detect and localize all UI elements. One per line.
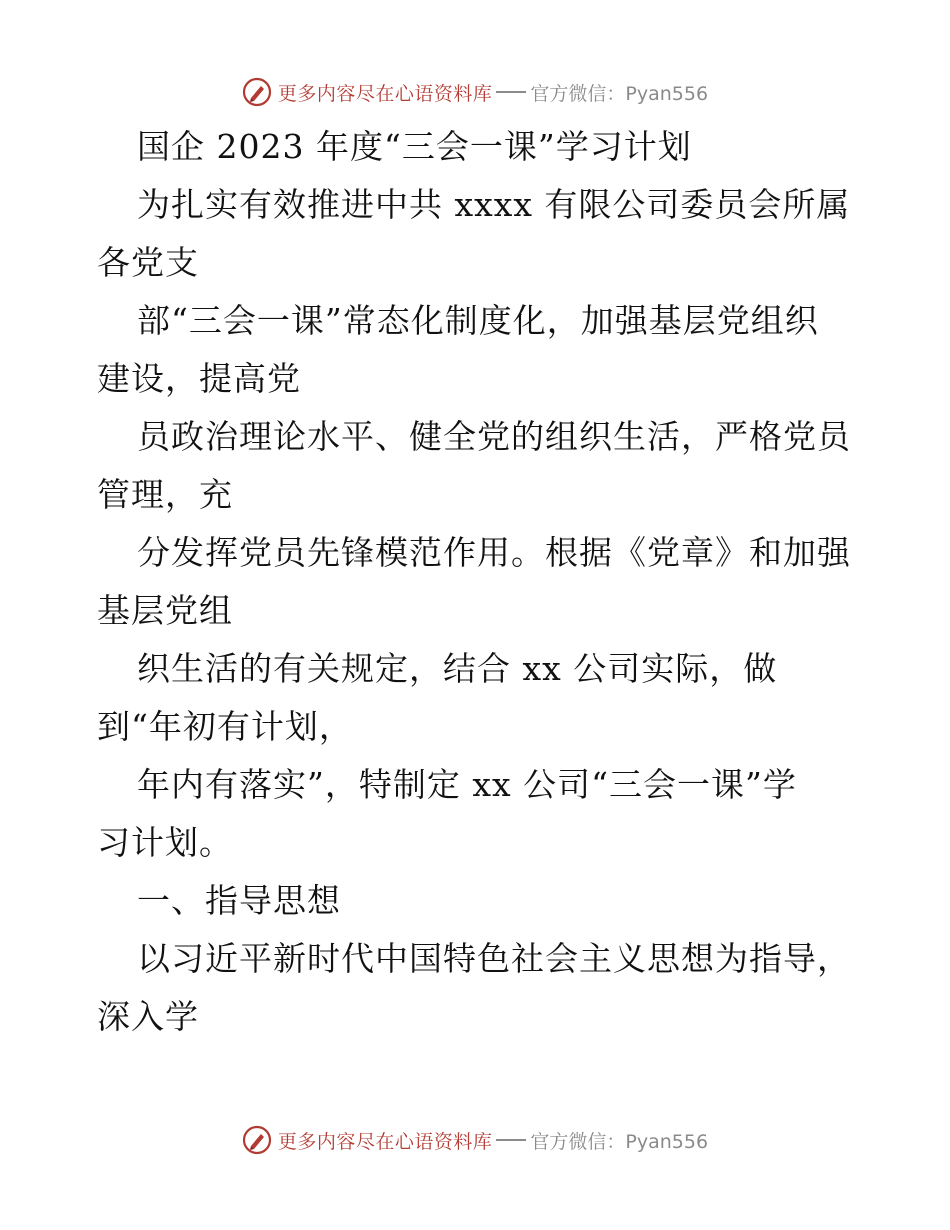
paragraph-line: 以习近平新时代中国特色社会主义思想为指导， xyxy=(137,939,851,978)
paragraph-line: 分发挥党员先锋模范作用。根据《党章》和加强 xyxy=(137,533,851,572)
paragraph-line: 建设，提高党 xyxy=(97,359,301,398)
paragraph-line: 员政治理论水平、健全党的组织生活，严格党员 xyxy=(137,417,851,456)
paragraph-line: 基层党组 xyxy=(97,591,233,630)
header-watermark-banner xyxy=(0,72,950,112)
paragraph-line: 到“年初有计划， xyxy=(97,707,353,746)
paragraph-line: 深入学 xyxy=(97,997,199,1036)
section-heading: 一、指导思想 xyxy=(137,881,341,920)
footer-watermark-banner xyxy=(0,1120,950,1160)
watermark-dash xyxy=(496,1139,526,1141)
watermark-main-text: 更多内容尽在心语资料库 xyxy=(277,1130,493,1153)
watermark-wechat-text: 官方微信：Pyan556 xyxy=(530,1130,709,1153)
paragraph-line: 管理，充 xyxy=(97,475,233,514)
paragraph-line: 部“三会一课”常态化制度化，加强基层党组织 xyxy=(137,301,819,340)
watermark-main-text: 更多内容尽在心语资料库 xyxy=(277,82,493,105)
paragraph-line: 为扎实有效推进中共 xxxx 有限公司委员会所属 xyxy=(137,185,851,224)
paragraph-line: 各党支 xyxy=(97,243,199,282)
pen-logo-icon xyxy=(242,77,272,107)
watermark-wechat-text: 官方微信：Pyan556 xyxy=(530,82,709,105)
paragraph-line: 年内有落实”，特制定 xx 公司“三会一课”学 xyxy=(137,765,797,804)
document-body xyxy=(97,118,857,1046)
watermark-dash xyxy=(496,91,526,93)
paragraph-line: 织生活的有关规定，结合 xx 公司实际，做 xyxy=(137,649,778,688)
paragraph-line: 习计划。 xyxy=(97,823,233,862)
document-title: 国企 2023 年度“三会一课”学习计划 xyxy=(137,127,692,166)
pen-logo-icon xyxy=(242,1125,272,1155)
